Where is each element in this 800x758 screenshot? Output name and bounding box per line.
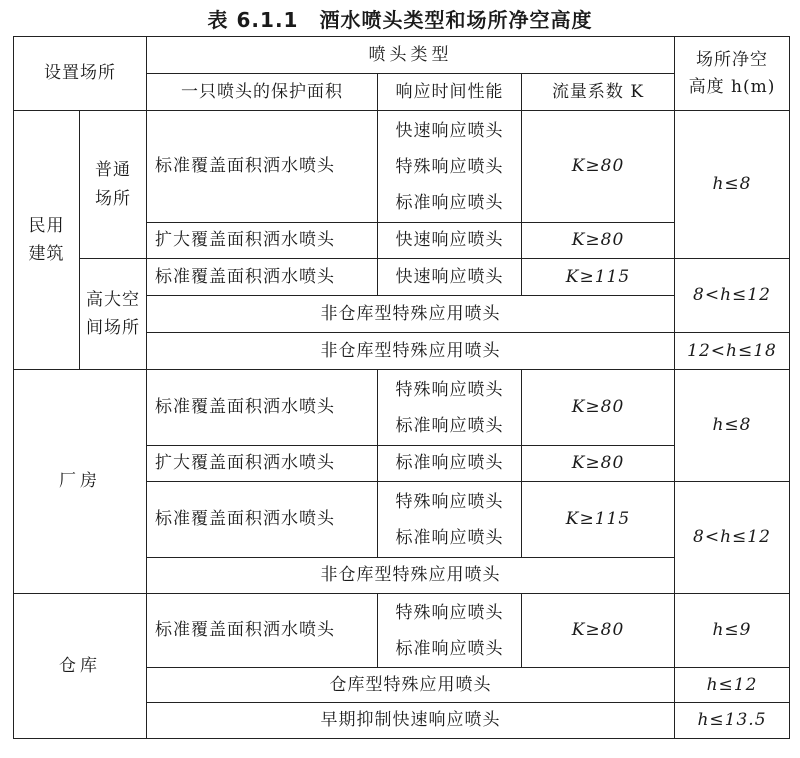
civil-ordinary-label (80, 111, 147, 259)
table-row (14, 259, 790, 296)
cell-response (378, 594, 522, 668)
table-row (14, 111, 790, 223)
cell-k: K≥80 (522, 446, 675, 482)
cell-height: h≤12 (675, 668, 790, 703)
ordinary-line2: 场所 (95, 188, 131, 209)
cell-area: 标准覆盖面积洒水喷头 (147, 111, 378, 223)
cell-response (378, 370, 522, 446)
header-row-1 (14, 37, 790, 74)
cell-height: h≤8 (675, 111, 790, 259)
response-item: 快速响应喷头 (395, 120, 504, 141)
cell-area: 扩大覆盖面积洒水喷头 (147, 446, 378, 482)
response-item: 特殊响应喷头 (395, 379, 504, 400)
cell-k: K≥80 (522, 594, 675, 668)
cell-height: 8<h≤12 (675, 482, 790, 594)
civil-large-label (80, 259, 147, 370)
response-item: 标准响应喷头 (395, 192, 504, 213)
cell-height: h≤8 (675, 370, 790, 482)
large-line1: 高大空 (86, 289, 140, 310)
header-place: 设置场所 (14, 37, 147, 111)
cell-response (378, 482, 522, 558)
cell-response: 标准响应喷头 (378, 446, 522, 482)
cell-response (378, 111, 522, 223)
cell-area: 标准覆盖面积洒水喷头 (147, 482, 378, 558)
sprinkler-table (13, 36, 790, 739)
cell-k: K≥80 (522, 223, 675, 259)
header-type: 喷头类型 (147, 37, 675, 74)
cell-area: 标准覆盖面积洒水喷头 (147, 370, 378, 446)
table-title: 表 6.1.1 酒水喷头类型和场所净空高度 (207, 8, 593, 32)
response-item: 标准响应喷头 (395, 415, 504, 436)
table-row (14, 370, 790, 446)
header-height-line1: 场所净空 (696, 50, 768, 71)
header-response: 响应时间性能 (378, 74, 522, 111)
cell-area: 扩大覆盖面积洒水喷头 (147, 223, 378, 259)
cell-k: K≥80 (522, 111, 675, 223)
header-height-line2: 高度 h(m) (688, 76, 776, 97)
response-item: 特殊响应喷头 (395, 156, 504, 177)
cell-k: K≥115 (522, 259, 675, 296)
civil-label-line2: 建筑 (28, 244, 65, 264)
cell-span: 仓库型特殊应用喷头 (147, 668, 675, 703)
civil-label-line1: 民用 (28, 215, 65, 236)
large-line2: 间场所 (86, 318, 140, 338)
warehouse-label: 仓库 (14, 594, 147, 739)
header-height (675, 37, 790, 111)
cell-response: 快速响应喷头 (378, 223, 522, 259)
cell-height: 8<h≤12 (675, 259, 790, 333)
cell-span: 非仓库型特殊应用喷头 (147, 558, 675, 594)
response-item: 特殊响应喷头 (395, 491, 504, 512)
cell-k: K≥115 (522, 482, 675, 558)
response-item: 标准响应喷头 (395, 638, 504, 659)
cell-area: 标准覆盖面积洒水喷头 (147, 594, 378, 668)
factory-label: 厂房 (14, 370, 147, 594)
cell-span: 非仓库型特殊应用喷头 (147, 296, 675, 333)
header-k: 流量系数 K (522, 74, 675, 111)
response-item: 特殊响应喷头 (395, 602, 504, 623)
ordinary-line1: 普通 (95, 160, 131, 181)
civil-label (14, 111, 80, 370)
cell-height: h≤9 (675, 594, 790, 668)
cell-height: h≤13.5 (675, 703, 790, 739)
table-row (14, 594, 790, 668)
cell-span: 早期抑制快速响应喷头 (147, 703, 675, 739)
cell-height: 12<h≤18 (675, 333, 790, 370)
response-item: 标准响应喷头 (395, 527, 504, 548)
cell-area: 标准覆盖面积洒水喷头 (147, 259, 378, 296)
cell-response: 快速响应喷头 (378, 259, 522, 296)
cell-k: K≥80 (522, 370, 675, 446)
header-area: 一只喷头的保护面积 (147, 74, 378, 111)
cell-span: 非仓库型特殊应用喷头 (147, 333, 675, 370)
